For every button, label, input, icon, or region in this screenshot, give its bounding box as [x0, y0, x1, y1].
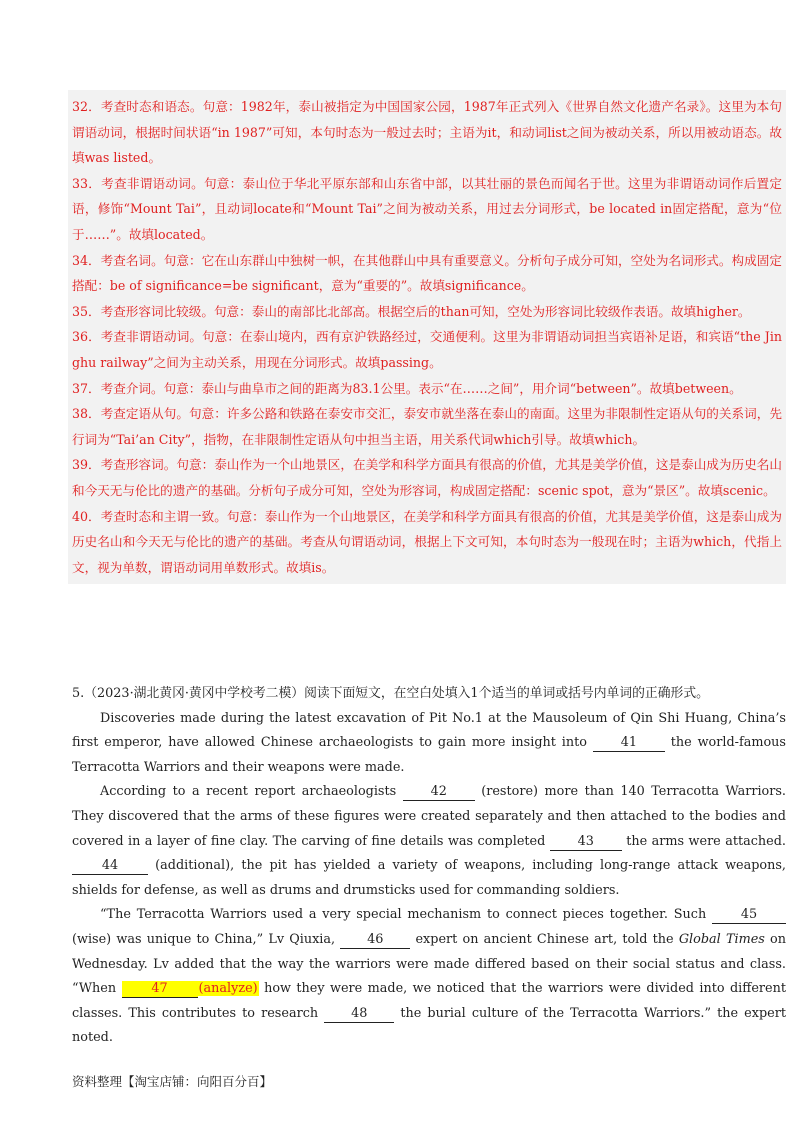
paragraph-text: expert on ancient Chinese art, told the: [410, 931, 679, 947]
question-heading: 5.（2023·湖北黄冈·黄冈中学校考二模）阅读下面短文，在空白处填入1个适当的单词或括号内单词的正确形式。: [72, 686, 709, 701]
blank-42: 42: [403, 784, 475, 801]
paragraph-text: “The Terracotta Warriors used a very special mechanism to connect pieces together. Such: [100, 907, 712, 923]
blank-44: 44: [72, 858, 148, 875]
answer-35: 35．考查形容词比较级。句意：泰山的南部比北部高。根据空后的than可知，空处为形容词比较级作表语。故填higher。: [72, 303, 751, 319]
blank-47: 47: [122, 981, 198, 998]
paragraph-text: on Wednesday. Lv added that the way the warriors were made differed based on their social status and class. “When: [72, 931, 786, 997]
passage-paragraph-2: [72, 780, 786, 903]
blank-47-hint: (analyze): [198, 981, 258, 997]
question-5: [72, 682, 786, 1051]
blank-43: 43: [550, 834, 622, 851]
answer-37: 37．考查介词。句意：泰山与曲阜市之间的距离为83.1公里。表示“在……之间”，用介词“between”。故填between。: [72, 380, 742, 396]
passage-paragraph-3: [72, 903, 786, 1051]
paragraph-text: the arms were attached.: [621, 833, 786, 849]
blank-45: 45: [712, 907, 786, 924]
paragraph-text: (wise) was unique to China,” Lv Qiuxia,: [72, 931, 341, 947]
answer-40: 40．考查时态和主谓一致。句意：泰山作为一个山地景区，在美学和科学方面具有很高的价值，尤其是美学价值，这是泰山成为历史名山和今天无与伦比的遗产的基础。考查从句谓语动词，根据上下文可知，本句时态为一般现在时；主语为which，代指上文，视为单数，谓语动词用单数形式。故填is。: [72, 508, 782, 575]
newspaper-title: Global Times: [678, 931, 765, 947]
answer-36: 36．考查非谓语动词。句意：在泰山境内，西有京沪铁路经过，交通便利。这里为非谓语动词担当宾语补足语，和宾语“the Jinghu railway”之间为主动关系，用现在分词形式。故填passing。: [72, 329, 782, 370]
paragraph-text: how they were made, we noticed that the warriors were divided into different classes. This contributes to research: [72, 981, 786, 1021]
blank-46: 46: [340, 932, 410, 949]
paragraph-text: Discoveries made during the latest excavation of Pit No.1 at the Mausoleum of Qin Shi Huang, China’s first emperor, have allowed Chinese archaeologists to gain more insight into: [72, 710, 786, 751]
answer-32: 32．考查时态和语态。句意：1982年，泰山被指定为中国国家公园，1987年正式列入《世界自然文化遗产名录》。这里为本句谓语动词，根据时间状语“in 1987”可知，本句时态为一般过去时；主语为it，和动词list之间为被动关系，所以用被动语态。故填was listed。: [72, 99, 782, 166]
answer-explanations-block: [68, 90, 786, 584]
paragraph-text: the burial culture of the Terracotta Warriors.” the expert noted.: [72, 1005, 786, 1046]
paragraph-text: the world-famous Terracotta Warriors and their weapons were made.: [72, 735, 786, 775]
answer-34: 34．考查名词。句意：它在山东群山中独树一帜，在其他群山中具有重要意义。分析句子成分可知，空处为名词形式。构成固定搭配：be of significance=be significant，意为“重要的”。故填significance。: [72, 252, 782, 294]
answer-39: 39．考查形容词。句意：泰山作为一个山地景区，在美学和科学方面具有很高的价值，尤其是美学价值，这是泰山成为历史名山和今天无与伦比的遗产的基础。分析句子成分可知，空处为形容词，构成固定搭配：scenic spot，意为“景区”。故填scenic。: [72, 457, 782, 498]
page-footer: 资料整理【淘宝店铺：向阳百分百】: [72, 1074, 273, 1089]
paragraph-text: (additional), the pit has yielded a variety of weapons, including long-range attack weapons, shields for defense, as well as drums and drumsticks used for commanding soldiers.: [72, 858, 786, 898]
blank-48: 48: [324, 1006, 394, 1023]
passage-paragraph-1: [72, 707, 786, 781]
blank-41: 41: [593, 735, 665, 752]
answer-33: 33．考查非谓语动词。句意：泰山位于华北平原东部和山东省中部，以其壮丽的景色而闻名于世。这里为非谓语动词作后置定语，修饰“Mount Tai”，且动词locate和“Mount Tai”之间为被动关系，用过去分词形式，be located in固定搭配，意为“位于……”。故填located。: [72, 175, 782, 242]
answer-38: 38．考查定语从句。句意：许多公路和铁路在泰安市交汇，泰安市就坐落在泰山的南面。这里为非限制性定语从句的关系词，先行词为“Tai’an City”，指物，在非限制性定语从句中担当主语，用关系代词which引导。故填which。: [72, 406, 782, 447]
paragraph-text: According to a recent report archaeologists: [100, 784, 403, 800]
paragraph-text: (restore) more than 140 Terracotta Warriors. They discovered that the arms of these figures were created separately and then attached to the bodies and covered in a layer of fine clay. The carving of fine details was completed: [72, 784, 786, 849]
